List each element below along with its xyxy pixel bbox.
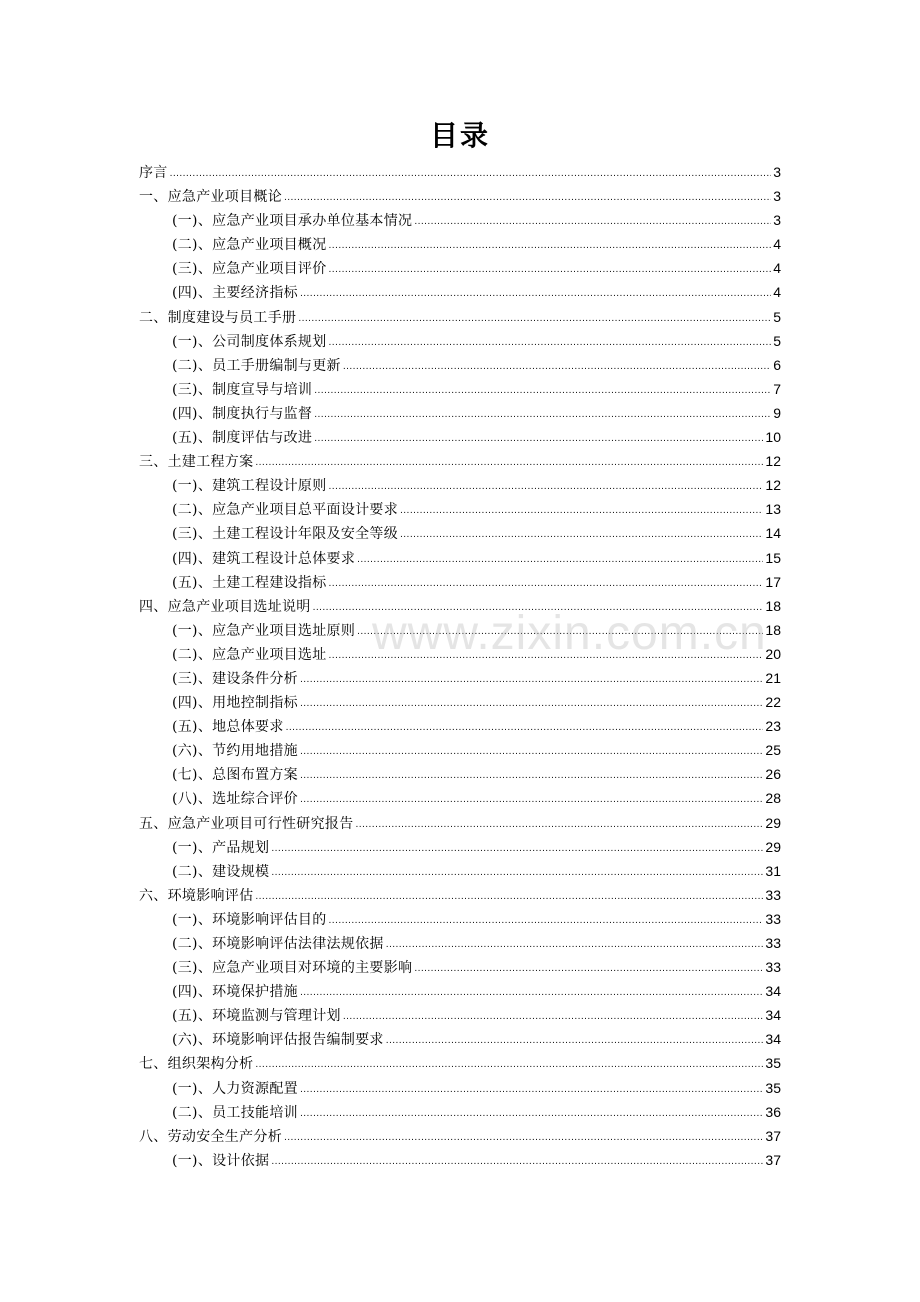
toc-entry-title: (一)、公司制度体系规划 xyxy=(172,333,327,350)
toc-subsection-entry[interactable] xyxy=(139,931,781,955)
toc-page-number: 15 xyxy=(765,549,781,566)
toc-page-number: 22 xyxy=(765,694,781,711)
toc-dot-leader xyxy=(300,740,763,764)
toc-subsection-entry[interactable] xyxy=(139,714,781,738)
toc-page-number: 17 xyxy=(765,573,781,590)
toc-subsection-entry[interactable] xyxy=(139,1148,781,1172)
toc-entry-title: (三)、应急产业项目对环境的主要影响 xyxy=(172,960,413,977)
toc-section-entry[interactable] xyxy=(139,305,781,329)
toc-page-number: 35 xyxy=(765,1055,781,1072)
toc-dot-leader xyxy=(300,282,771,306)
toc-dot-leader xyxy=(300,788,763,812)
toc-entry-title: (二)、应急产业项目总平面设计要求 xyxy=(172,502,399,519)
toc-entry-title: (四)、环境保护措施 xyxy=(172,984,298,1001)
toc-dot-leader xyxy=(300,764,763,788)
toc-entry-title: (一)、环境影响评估目的 xyxy=(172,911,327,928)
toc-page-number: 20 xyxy=(765,645,781,662)
toc-subsection-entry[interactable] xyxy=(139,280,781,304)
toc-entry-title: (二)、员工技能培训 xyxy=(172,1104,298,1121)
toc-section-entry[interactable] xyxy=(139,1051,781,1075)
toc-subsection-entry[interactable] xyxy=(139,786,781,810)
toc-dot-leader xyxy=(300,1102,763,1126)
toc-entry-title: 三、土建工程方案 xyxy=(139,454,254,471)
toc-dot-leader xyxy=(300,668,763,692)
toc-dot-leader xyxy=(400,523,763,547)
toc-subsection-entry[interactable] xyxy=(139,208,781,232)
toc-page-number: 7 xyxy=(773,380,781,397)
toc-page-number: 3 xyxy=(773,188,781,205)
toc-dot-leader xyxy=(400,499,763,523)
toc-dot-leader xyxy=(255,885,763,909)
toc-entry-title: (二)、环境影响评估法律法规依据 xyxy=(172,936,384,952)
toc-dot-leader xyxy=(329,644,764,668)
toc-entry-title: 六、环境影响评估 xyxy=(139,887,254,904)
toc-page-number: 26 xyxy=(765,766,781,783)
toc-dot-leader xyxy=(170,162,772,186)
toc-subsection-entry[interactable] xyxy=(139,232,781,256)
toc-entry-title: (四)、制度执行与监督 xyxy=(172,405,313,422)
toc-subsection-entry[interactable] xyxy=(139,521,781,545)
toc-dot-leader xyxy=(286,716,764,740)
toc-subsection-entry[interactable] xyxy=(139,425,781,449)
toc-page-number: 29 xyxy=(765,814,781,831)
toc-entry-title: (二)、应急产业项目选址 xyxy=(172,646,327,663)
toc-subsection-entry[interactable] xyxy=(139,618,781,642)
toc-dot-leader xyxy=(298,307,771,331)
toc-dot-leader xyxy=(343,1005,764,1029)
toc-dot-leader xyxy=(255,451,763,475)
toc-section-entry[interactable] xyxy=(139,811,781,835)
toc-page-number: 4 xyxy=(773,260,781,277)
toc-dot-leader xyxy=(300,1078,763,1102)
toc-dot-leader xyxy=(271,861,763,885)
toc-dot-leader xyxy=(414,957,763,981)
toc-subsection-entry[interactable] xyxy=(139,907,781,931)
toc-dot-leader xyxy=(356,813,764,837)
toc-page-number: 25 xyxy=(765,742,781,759)
toc-entry-title: (四)、主要经济指标 xyxy=(172,285,298,302)
toc-subsection-entry[interactable] xyxy=(139,353,781,377)
toc-subsection-entry[interactable] xyxy=(139,979,781,1003)
toc-entry-title: (八)、选址综合评价 xyxy=(172,791,298,808)
toc-entry-title: 二、制度建设与员工手册 xyxy=(139,309,297,326)
toc-entry-title: (一)、建筑工程设计原则 xyxy=(172,478,327,495)
toc-page-number: 13 xyxy=(765,501,781,518)
toc-subsection-entry[interactable] xyxy=(139,546,781,570)
toc-page-number: 5 xyxy=(773,308,781,325)
toc-entry-title: (二)、建设规模 xyxy=(172,863,270,880)
toc-dot-leader xyxy=(329,331,772,355)
toc-dot-leader xyxy=(314,427,763,451)
toc-dot-leader xyxy=(300,981,763,1005)
toc-entry-title: (一)、设计依据 xyxy=(172,1152,270,1169)
toc-subsection-entry[interactable] xyxy=(139,955,781,979)
toc-entry-title: (六)、节约用地措施 xyxy=(172,743,298,760)
toc-page-number: 34 xyxy=(765,1007,781,1024)
toc-entry-title: (四)、建筑工程设计总体要求 xyxy=(172,550,356,567)
toc-subsection-entry[interactable] xyxy=(139,256,781,280)
toc-dot-leader xyxy=(386,933,764,957)
toc-entry-title: (三)、建设条件分析 xyxy=(172,670,298,687)
watermark: www.zixin.com.cn xyxy=(372,607,767,660)
toc-dot-leader xyxy=(314,379,771,403)
toc-entry-title: (一)、人力资源配置 xyxy=(172,1080,298,1097)
toc-page-number: 9 xyxy=(773,404,781,421)
toc-page-number: 3 xyxy=(773,212,781,229)
toc-dot-leader xyxy=(386,1029,764,1053)
toc-page-number: 4 xyxy=(773,284,781,301)
toc-page-number: 37 xyxy=(765,1151,781,1168)
toc-subsection-entry[interactable] xyxy=(139,401,781,425)
toc-dot-leader xyxy=(271,1150,763,1174)
toc-page-number: 31 xyxy=(765,862,781,879)
toc-section-entry[interactable] xyxy=(139,160,781,184)
toc-page-number: 33 xyxy=(765,935,781,951)
toc-dot-leader xyxy=(313,596,764,620)
toc-dot-leader xyxy=(329,258,772,282)
toc-subsection-entry[interactable] xyxy=(139,473,781,497)
toc-page-number: 12 xyxy=(765,453,781,470)
toc-dot-leader xyxy=(357,548,763,572)
toc-dot-leader xyxy=(329,234,772,258)
toc-dot-leader xyxy=(343,355,771,379)
toc-dot-leader xyxy=(300,692,763,716)
toc-page-number: 6 xyxy=(773,356,781,373)
toc-page-number: 29 xyxy=(765,838,781,855)
toc-dot-leader xyxy=(329,909,764,933)
toc-entry-title: (一)、应急产业项目承办单位基本情况 xyxy=(172,213,413,230)
toc-subsection-entry[interactable] xyxy=(139,377,781,401)
toc-page-number: 5 xyxy=(773,332,781,349)
toc-section-entry[interactable] xyxy=(139,883,781,907)
toc-subsection-entry[interactable] xyxy=(139,762,781,786)
toc-page-number: 3 xyxy=(773,164,781,180)
toc-page-number: 14 xyxy=(765,525,781,542)
toc-page-number: 33 xyxy=(765,886,781,903)
toc-dot-leader xyxy=(357,620,763,644)
toc-subsection-entry[interactable] xyxy=(139,329,781,353)
toc-entry-title: 四、应急产业项目选址说明 xyxy=(139,598,311,615)
toc-page-number: 37 xyxy=(765,1127,781,1144)
toc-entry-title: (二)、应急产业项目概况 xyxy=(172,237,327,254)
toc-subsection-entry[interactable] xyxy=(139,1100,781,1124)
toc-entry-title: 一、应急产业项目概论 xyxy=(139,189,282,206)
toc-dot-leader xyxy=(284,186,771,210)
toc-entry-title: (二)、员工手册编制与更新 xyxy=(172,357,341,374)
toc-subsection-entry[interactable] xyxy=(139,690,781,714)
toc-page-number: 33 xyxy=(765,959,781,976)
toc-page-number: 4 xyxy=(773,236,781,253)
toc-entry-title: 五、应急产业项目可行性研究报告 xyxy=(139,815,354,832)
toc-page-number: 28 xyxy=(765,790,781,807)
toc-entry-title: (三)、土建工程设计年限及安全等级 xyxy=(172,526,399,543)
toc-page-number: 10 xyxy=(765,429,781,446)
toc-dot-leader xyxy=(414,210,771,234)
toc-entry-title: 七、组织架构分析 xyxy=(139,1056,254,1073)
toc-section-entry[interactable] xyxy=(139,184,781,208)
page-title: 目录 xyxy=(429,119,490,152)
toc-dot-leader xyxy=(271,837,763,861)
toc-subsection-entry[interactable] xyxy=(139,859,781,883)
toc-entry-title: (五)、环境监测与管理计划 xyxy=(172,1008,341,1025)
toc-subsection-entry[interactable] xyxy=(139,835,781,859)
toc-page-number: 34 xyxy=(765,1031,781,1048)
toc-page-number: 18 xyxy=(765,621,781,638)
toc-entry-title: (五)、制度评估与改进 xyxy=(172,430,313,447)
toc-entry-title: (三)、制度宣导与培训 xyxy=(172,381,313,398)
toc-dot-leader xyxy=(284,1126,763,1150)
toc-section-entry[interactable] xyxy=(139,1124,781,1148)
toc-section-entry[interactable] xyxy=(139,449,781,473)
toc-entry-title: (三)、应急产业项目评价 xyxy=(172,261,327,278)
toc-page-number: 18 xyxy=(765,597,781,614)
toc-page-number: 36 xyxy=(765,1103,781,1120)
toc-page-number: 23 xyxy=(765,718,781,735)
toc-dot-leader xyxy=(329,572,764,596)
toc-page-number: 34 xyxy=(765,983,781,1000)
toc-subsection-entry[interactable] xyxy=(139,738,781,762)
toc-dot-leader xyxy=(314,403,771,427)
table-of-contents xyxy=(139,160,781,1172)
toc-entry-title: (七)、总图布置方案 xyxy=(172,767,298,784)
toc-subsection-entry[interactable] xyxy=(139,497,781,521)
toc-subsection-entry[interactable] xyxy=(139,1027,781,1051)
toc-subsection-entry[interactable] xyxy=(139,1003,781,1027)
toc-dot-leader xyxy=(329,475,764,499)
toc-entry-title: (六)、环境影响评估报告编制要求 xyxy=(172,1032,384,1049)
toc-entry-title: (五)、地总体要求 xyxy=(172,719,284,736)
toc-page-number: 35 xyxy=(765,1079,781,1096)
toc-subsection-entry[interactable] xyxy=(139,666,781,690)
toc-page-number: 21 xyxy=(765,669,781,686)
toc-section-entry[interactable] xyxy=(139,594,781,618)
toc-subsection-entry[interactable] xyxy=(139,570,781,594)
toc-page-number: 12 xyxy=(765,477,781,494)
toc-page-number: 33 xyxy=(765,910,781,927)
toc-dot-leader xyxy=(255,1053,763,1077)
toc-entry-title: (四)、用地控制指标 xyxy=(172,695,298,712)
toc-subsection-entry[interactable] xyxy=(139,642,781,666)
toc-entry-title: (一)、产品规划 xyxy=(172,839,270,856)
toc-subsection-entry[interactable] xyxy=(139,1076,781,1100)
toc-entry-title: (一)、应急产业项目选址原则 xyxy=(172,622,356,639)
toc-entry-title: 八、劳动安全生产分析 xyxy=(139,1128,282,1145)
toc-entry-title: 序言 xyxy=(139,165,168,181)
toc-entry-title: (五)、土建工程建设指标 xyxy=(172,574,327,591)
